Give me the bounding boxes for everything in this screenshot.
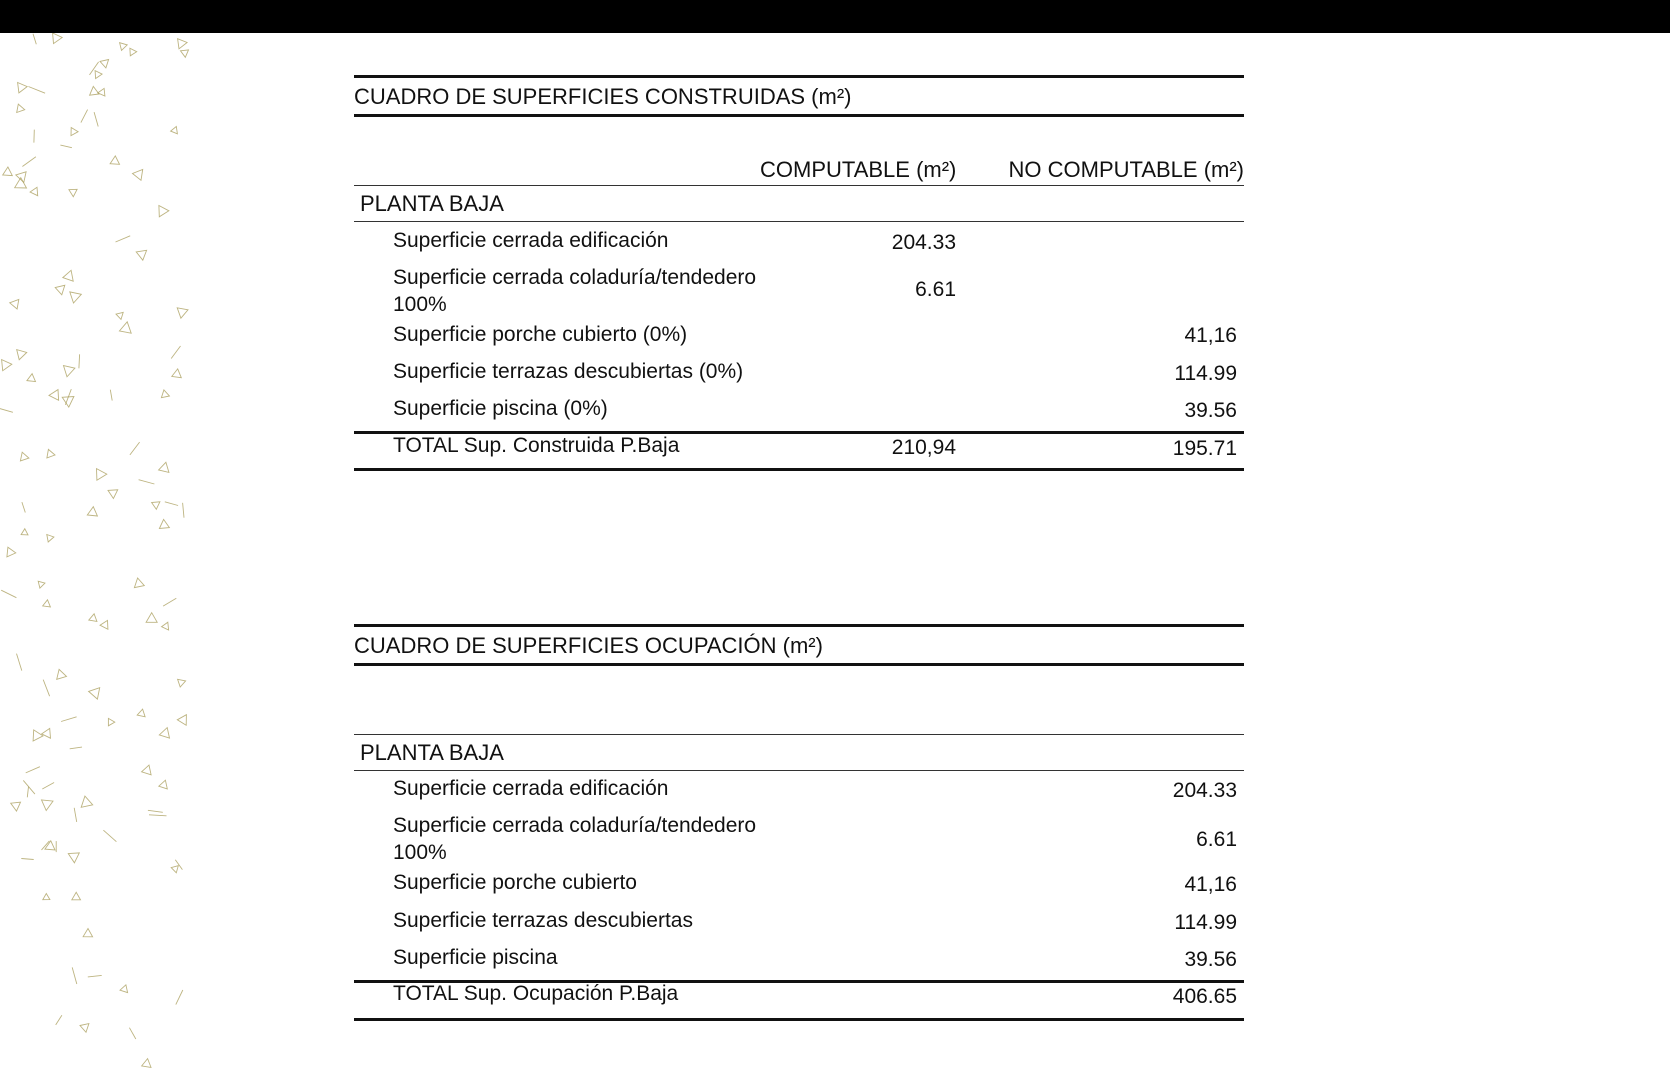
hatch-mark	[27, 374, 36, 382]
table-row-value: 204.33	[1172, 779, 1237, 802]
hatch-mark	[110, 156, 119, 164]
table-row-label: Superficie piscina (0%)	[393, 397, 608, 420]
table-superficies-ocupacion	[354, 624, 1244, 1024]
hatch-mark	[162, 622, 169, 630]
hatch-mark	[89, 614, 97, 622]
table-title: CUADRO DE SUPERFICIES OCUPACIÓN (m²)	[354, 624, 1244, 666]
hatch-mark	[81, 796, 93, 807]
hatch-mark	[27, 787, 28, 798]
hatch-mark	[87, 507, 97, 516]
site-hatch-pattern	[0, 33, 200, 1080]
total-no-computable: 195.71	[1172, 437, 1237, 460]
hatch-mark	[47, 449, 55, 458]
hatch-mark	[149, 815, 167, 816]
table-row-label: Superficie terrazas descubiertas	[393, 909, 693, 932]
hatch-mark	[55, 285, 65, 295]
hatch-mark	[79, 354, 80, 368]
hatch-mark	[90, 86, 99, 95]
hatch-mark	[42, 783, 54, 790]
hatch-mark	[17, 350, 27, 360]
hatch-mark	[1, 590, 16, 598]
section-divider	[354, 221, 1244, 222]
table-row-label: Superficie porche cubierto (0%)	[393, 323, 688, 346]
table-row-label: Superficie cerrada edificación	[393, 777, 669, 800]
hatch-mark	[98, 88, 105, 96]
total-label: TOTAL Sup. Construida P.Baja	[393, 434, 680, 457]
hatch-mark	[2, 360, 12, 371]
hatch-mark	[81, 110, 88, 123]
hatch-mark	[159, 728, 169, 739]
hatch-mark	[152, 502, 160, 510]
hatch-mark	[22, 157, 36, 167]
hatch-mark	[47, 535, 54, 543]
hatch-mark	[63, 270, 73, 281]
table-row-computable: 204.33	[891, 231, 956, 254]
hatch-mark	[137, 709, 145, 717]
hatch-mark	[119, 322, 131, 333]
hatch-mark	[177, 715, 186, 726]
total-label: TOTAL Sup. Ocupación P.Baja	[393, 982, 679, 1005]
hatch-mark	[22, 502, 25, 512]
hatch-mark	[146, 613, 157, 623]
hatch-mark	[134, 578, 144, 588]
hatch-mark	[70, 747, 82, 749]
column-header-no-computable: NO COMPUTABLE (m²)	[1008, 157, 1244, 182]
hatch-mark	[21, 529, 28, 535]
table-row-label: Superficie cerrada edificación	[393, 229, 669, 252]
hatch-mark	[142, 1059, 151, 1068]
table-row-label: Superficie terrazas descubiertas (0%)	[393, 360, 744, 383]
hatch-mark	[108, 490, 118, 499]
table-row-label: Superficie porche cubierto	[393, 871, 637, 894]
top-black-bar	[0, 0, 1670, 33]
table-row-label: Superficie piscina	[393, 946, 558, 969]
hatch-mark	[116, 236, 131, 242]
hatch-mark	[56, 1015, 62, 1025]
table-row-no-computable: 41,16	[1184, 324, 1237, 347]
hatch-mark	[97, 469, 107, 481]
hatch-mark	[110, 390, 112, 401]
hatch-mark	[103, 830, 116, 842]
hatch-mark	[10, 300, 19, 310]
hatch-mark	[17, 654, 22, 671]
hatch-mark	[172, 369, 182, 378]
hatch-mark	[130, 442, 140, 455]
hatch-mark	[177, 308, 188, 318]
hatch-mark	[100, 60, 109, 68]
hatch-mark	[120, 985, 128, 993]
hatch-mark	[61, 717, 77, 722]
table-row-no-computable: 39.56	[1184, 399, 1237, 422]
hatch-mark	[18, 83, 28, 93]
hatch-mark	[130, 48, 137, 56]
table-row-value: 39.56	[1184, 948, 1237, 971]
hatch-mark	[108, 718, 114, 725]
hatch-mark	[100, 620, 108, 629]
hatch-mark	[142, 765, 152, 775]
hatch-mark	[17, 104, 25, 112]
hatch-mark	[181, 50, 189, 57]
hatch-mark	[60, 145, 72, 148]
hatch-mark	[159, 206, 169, 217]
hatch-mark	[171, 127, 178, 134]
table-row-label: Superficie cerrada coladuría/tendedero 100%	[393, 814, 757, 864]
table-row-label: Superficie cerrada coladuría/tendedero 100%	[393, 266, 757, 316]
hatch-mark	[161, 390, 169, 398]
header-divider	[354, 185, 1244, 186]
hatch-mark	[45, 841, 55, 850]
total-computable: 210,94	[891, 436, 956, 459]
hatch-mark	[64, 366, 75, 377]
hatch-mark	[178, 679, 186, 687]
hatch-mark	[83, 929, 93, 937]
hatch-mark	[11, 802, 21, 811]
table-row-computable: 6.61	[915, 278, 956, 301]
hatch-mark	[7, 547, 16, 557]
hatch-mark	[53, 33, 63, 44]
table-row-value: 114.99	[1174, 911, 1237, 934]
hatch-mark	[72, 967, 77, 984]
hatch-mark	[71, 128, 78, 136]
total-divider-bottom	[354, 1018, 1244, 1021]
hatch-mark	[21, 859, 33, 860]
hatch-mark	[42, 728, 51, 738]
hatch-mark	[163, 598, 176, 606]
hatch-mark	[133, 170, 143, 181]
hatch-mark	[183, 503, 184, 518]
table-row-value: 6.61	[1196, 828, 1237, 851]
hatch-mark	[176, 990, 183, 1005]
hatch-mark	[165, 502, 178, 506]
hatch-mark	[94, 112, 98, 126]
hatch-mark	[175, 860, 182, 870]
total-value: 406.65	[1172, 985, 1237, 1008]
table-row-value: 41,16	[1184, 873, 1237, 896]
hatch-mark	[89, 688, 100, 699]
table-row-no-computable: 114.99	[1174, 362, 1237, 385]
hatch-mark	[159, 519, 169, 528]
table-title: CUADRO DE SUPERFICIES CONSTRUIDAS (m²)	[354, 75, 1244, 117]
hatch-mark	[136, 250, 146, 260]
hatch-mark	[69, 189, 77, 196]
hatch-mark	[116, 312, 123, 319]
hatch-mark	[70, 292, 82, 303]
hatch-mark	[57, 669, 67, 679]
hatch-mark	[159, 780, 168, 789]
hatch-mark	[43, 600, 51, 607]
hatch-mark	[38, 581, 45, 588]
hatch-mark	[178, 39, 188, 49]
hatch-mark	[72, 892, 81, 900]
hatch-mark	[80, 1024, 89, 1033]
hatch-mark	[148, 810, 163, 812]
hatch-mark	[171, 866, 178, 873]
section-divider	[354, 770, 1244, 771]
hatch-mark	[120, 43, 128, 51]
total-divider-bottom	[354, 468, 1244, 471]
hatch-mark	[95, 71, 102, 79]
hatch-pattern-graphic	[0, 33, 200, 1080]
hatch-mark	[49, 390, 59, 401]
column-header-computable: COMPUTABLE (m²)	[760, 157, 957, 182]
hatch-mark	[68, 853, 79, 863]
hatch-mark	[43, 894, 50, 900]
hatch-mark	[42, 800, 54, 811]
hatch-mark	[3, 167, 13, 176]
hatch-mark	[159, 462, 169, 472]
hatch-mark	[171, 346, 180, 359]
hatch-mark	[139, 480, 155, 484]
hatch-mark	[23, 780, 35, 794]
table-superficies-construidas	[354, 75, 1244, 475]
hatch-mark	[129, 1028, 135, 1039]
hatch-mark	[90, 62, 99, 75]
hatch-mark	[30, 187, 38, 195]
header-divider	[354, 734, 1244, 735]
hatch-mark	[0, 409, 13, 413]
hatch-mark	[33, 34, 36, 45]
hatch-mark	[26, 767, 40, 773]
hatch-mark	[28, 87, 45, 94]
hatch-mark	[33, 730, 43, 741]
section-label: PLANTA BAJA	[360, 740, 504, 765]
hatch-mark	[43, 680, 49, 697]
section-label: PLANTA BAJA	[360, 191, 504, 216]
hatch-mark	[88, 975, 102, 977]
hatch-mark	[74, 808, 77, 822]
hatch-mark	[20, 452, 29, 461]
